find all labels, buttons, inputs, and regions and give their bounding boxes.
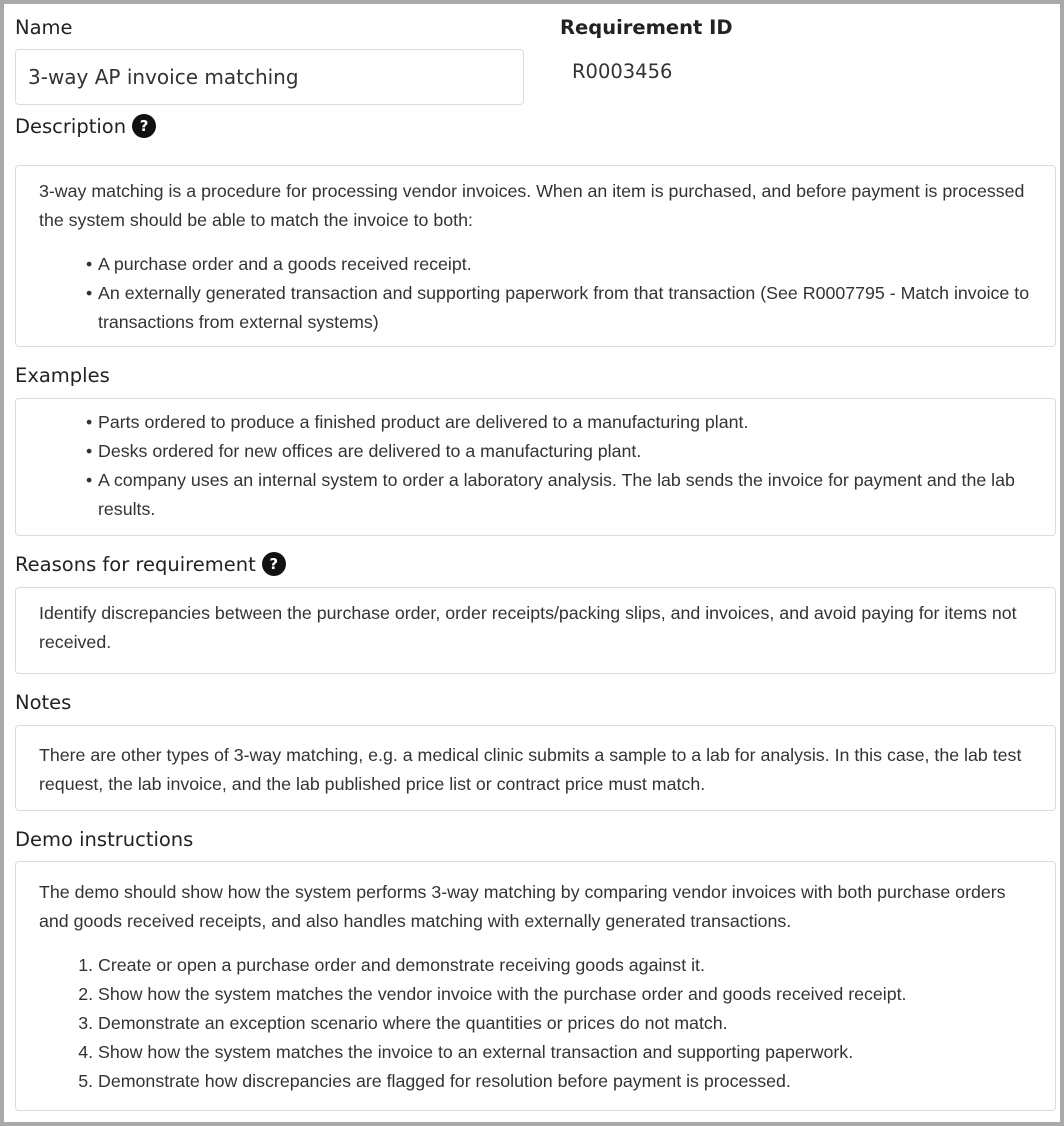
- demo-instructions-text: The demo should show how the system performs 3-way matching by comparing vendor invoices with both purchase orders and goods received receipts, and also handles matching with externally generated transactions.: [39, 882, 1006, 931]
- name-label: Name: [15, 16, 73, 39]
- description-label-text: Description: [15, 115, 127, 138]
- demo-step: 3. Demonstrate an exception scenario where the quantities or prices do not match.: [98, 1009, 1031, 1038]
- reasons-help-icon[interactable]: ?: [262, 552, 286, 576]
- description-bullet: • An externally generated transaction and supporting paperwork from that transaction (See R0007795 - Match invoice to transactions from external systems): [98, 279, 1031, 337]
- reasons-label: [15, 553, 286, 578]
- reasons-text: Identify discrepancies between the purchase order, order receipts/packing slips, and invoices, and avoid paying for items not received.: [39, 603, 1017, 652]
- description-text: 3-way matching is a procedure for processing vendor invoices. When an item is purchased, and before payment is processed the system should be able to match the invoice to both:: [39, 181, 1025, 230]
- demo-step: 2. Show how the system matches the vendor invoice with the purchase order and goods received receipt.: [98, 980, 1031, 1009]
- reasons-label-text: Reasons for requirement: [15, 553, 256, 576]
- description-help-icon[interactable]: ?: [132, 114, 156, 138]
- notes-label: Notes: [15, 691, 72, 714]
- examples-bullet-list: [16, 408, 1055, 524]
- examples-bullet: • Desks ordered for new offices are delivered to a manufacturing plant.: [98, 437, 1031, 466]
- notes-text: There are other types of 3-way matching, e.g. a medical clinic submits a sample to a lab for analysis. In this case, the lab test request, the lab invoice, and the lab published price list or contract price must match.: [39, 745, 1022, 794]
- description-box: [15, 165, 1056, 347]
- notes-box: [15, 725, 1056, 811]
- description-label: [15, 115, 156, 140]
- demo-instructions-label: Demo instructions: [15, 828, 194, 851]
- requirement-id-value: R0003456: [572, 60, 673, 83]
- demo-step: 5. Demonstrate how discrepancies are flagged for resolution before payment is processed.: [98, 1067, 1031, 1096]
- description-bullet: • A purchase order and a goods received receipt.: [98, 250, 1031, 279]
- demo-step: 1. Create or open a purchase order and demonstrate receiving goods against it.: [98, 951, 1031, 980]
- demo-instructions-box: [15, 861, 1056, 1111]
- examples-bullet: • Parts ordered to produce a finished product are delivered to a manufacturing plant.: [98, 408, 1031, 437]
- demo-step: 4. Show how the system matches the invoice to an external transaction and supporting paperwork.: [98, 1038, 1031, 1067]
- demo-steps-list: [16, 951, 1055, 1096]
- examples-bullet: • A company uses an internal system to order a laboratory analysis. The lab sends the invoice for payment and the lab results.: [98, 466, 1031, 524]
- description-bullet-list: [16, 250, 1055, 337]
- name-input[interactable]: [15, 49, 524, 105]
- examples-box: [15, 398, 1056, 536]
- requirement-id-label: Requirement ID: [560, 16, 733, 39]
- examples-label: Examples: [15, 364, 110, 387]
- reasons-box: [15, 587, 1056, 674]
